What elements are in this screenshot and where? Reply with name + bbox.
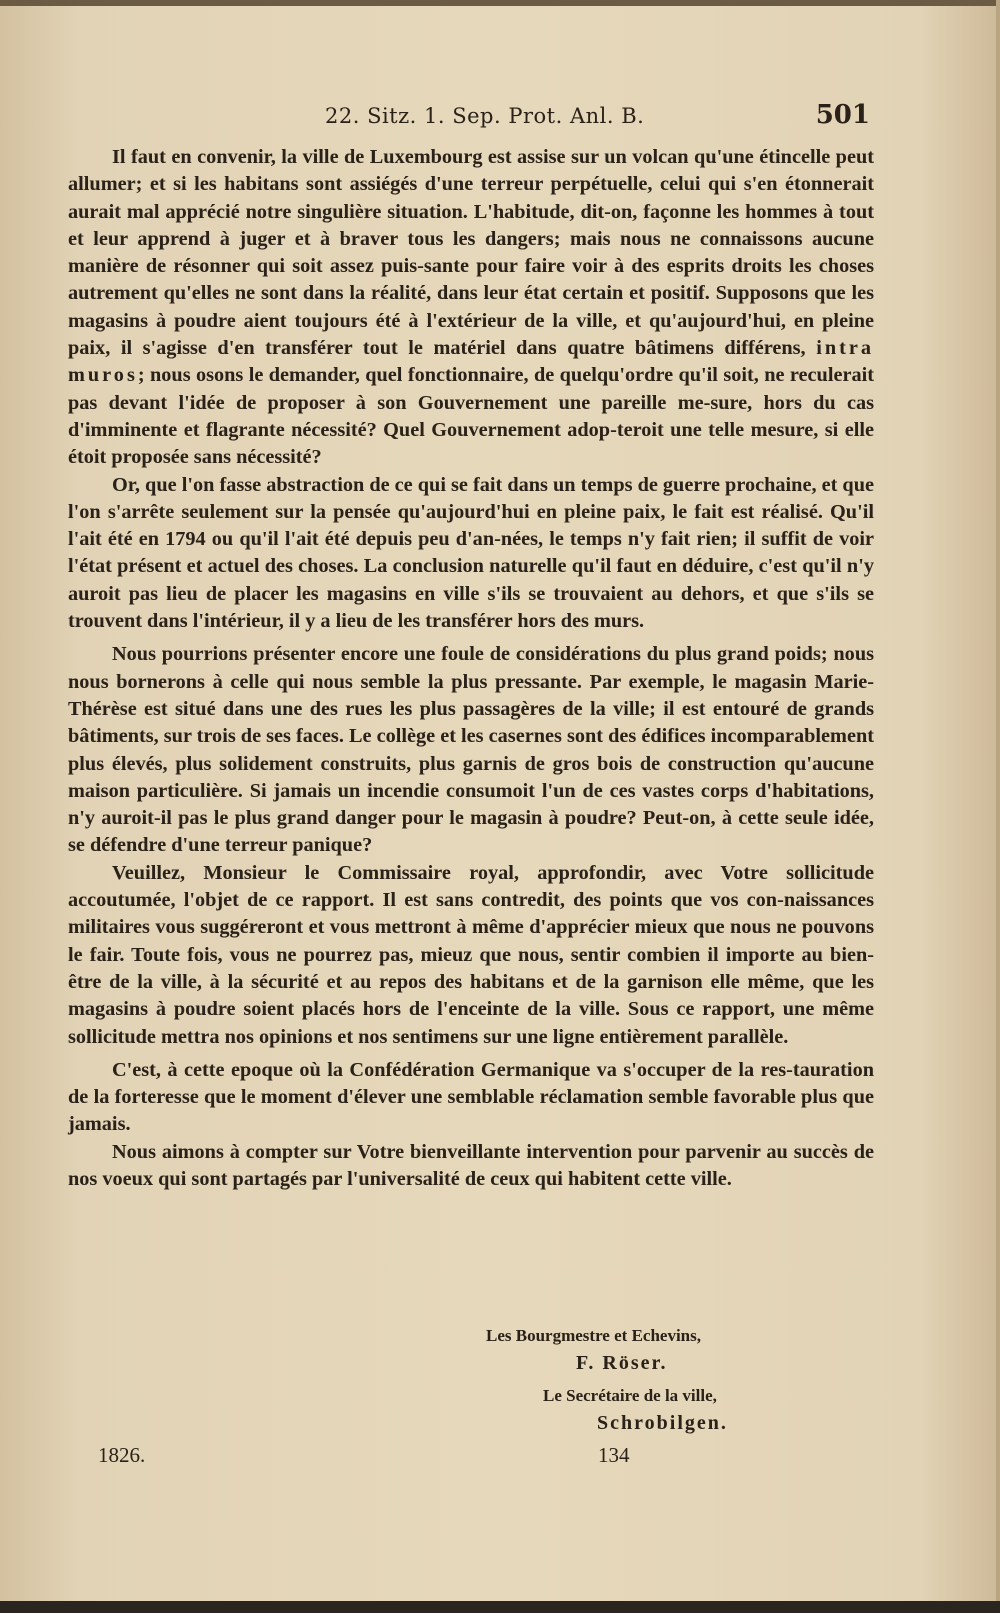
latin-phrase: intra muros [68, 337, 874, 387]
signature-name: Schrobilgen. [597, 1412, 728, 1434]
paragraph: C'est, à cette epoque où la Confédération Germanique va s'occuper de la res-tauration de la forteresse que le moment d'élever une semblable réclamation semble favorable plus que jamais. [68, 1058, 874, 1136]
paragraph: Nous pourrions présenter encore une foule de considérations du plus grand poids; nous nous bornerons à celle qui nous semble la plus pressante. Par exemple, le magasin Marie-Thérèse est situé dans une des rues les plus passagères de la ville; il est entouré de grands bâtiments, sur trois de ses faces. Le collège et les casernes sont des édifices incomparablement plus élevés, plus solidement construits, plus garnis de gros bois de construction qu'aucune maison particulière. Si jamais un incendie consumoit l'un de ces vastes corps d'habitations, n'y auroit-il pas le plus grand danger pour le magasin à poudre? Peut-on, à cette seule idée, se défendre d'une terreur panique? [68, 643, 874, 857]
signature-title: Le Secrétaire de la ville, [543, 1386, 717, 1405]
paragraph [68, 144, 874, 472]
running-head: 22. Sitz. 1. Sep. Prot. Anl. B. [325, 104, 645, 128]
paragraph: Nous aimons à compter sur Votre bienveillante intervention pour parvenir au succès de nos voeux qui sont partagés par l'universalité de ceux qui habitent cette ville. [68, 1140, 874, 1190]
footer-sheet-number: 134 [598, 1443, 630, 1467]
paragraph: Or, que l'on fasse abstraction de ce qui se fait dans un temps de guerre prochaine, et que l'on s'arrête seulement sur la pensée qu'aujourd'hui en pleine paix, le fait est réalisé. Qu'il l'ait été en 1794 ou qu'il l'ait été depuis peu d'an-nées, le temps n'y fait rien; il suffit de voir l'état présent et actuel des choses. La conclusion naturelle qu'il faut en déduire, c'est qu'il n'y auroit pas lieu de placer les magasins en ville s'ils se trouvaient au dehors, et que s'ils se trouvent dans l'intérieur, il y a lieu de les transférer hors des murs. [68, 473, 874, 633]
paragraph: Veuillez, Monsieur le Commissaire royal, approfondir, avec Votre sollicitude accoutumée, l'objet de ce rapport. Il est sans contredit, des points que vos con-naissances militaires vous suggéreront et vous mettront à même d'apprécier mieux que nous ne pouvons le fair. Toute fois, vous ne pourrez pas, mieuz que nous, sentir combien il importe au bien-être de la ville, à la sécurité et au repos des habitans et de la garnison elle même, que les magasins à poudre soient placés hors de l'enceinte de la ville. Sous ce rapport, une même sollicitude mettra nos opinions et nos sentimens sur une ligne entièrement parallèle. [68, 861, 874, 1048]
page-bottom-edge [0, 1601, 1000, 1613]
paragraph-text: Il faut en convenir, la ville de Luxembourg est assise sur un volcan qu'une étincelle peut allumer; et si les habitans sont assiégés d'une terreur perpétuelle, celui qui s'en étonnerait aurait mal apprécié notre singulière situation. L'habitude, dit-on, façonne les hommes à tout et leur apprend à juger et à braver tous les dangers; mais nous ne connaissons aucune manière de résonner qui soit assez puis-sante pour faire voir à des esprits droits les choses autrement qu'elles ne sont dans la réalité, dans leur état certain et positif. Supposons que les magasins à poudre aient toujours été à l'extérieur de la ville, et qu'aujourd'hui, en pleine paix, il s'agisse d'en transférer tout le matériel dans quatre bâtimens différens, [68, 146, 874, 360]
body-text [68, 144, 874, 1193]
page-number: 501 [815, 100, 870, 130]
signature-title: Les Bourgmestre et Echevins, [486, 1326, 701, 1345]
page-right-edge [996, 0, 1000, 1613]
paragraph-text: ; nous osons le demander, quel fonctionnaire, de quelqu'ordre qu'il soit, ne reculerait pas devant l'idée de proposer à son Gouvernement une pareille me-sure, hors du cas d'imminente et flagrante nécessité? Quel Gouvernement adop-teroit une telle mesure, si elle étoit proposée sans nécessité? [68, 364, 874, 469]
footer-year: 1826. [98, 1443, 146, 1467]
page-top-edge [0, 0, 1000, 6]
signature-name: F. Röser. [576, 1352, 668, 1374]
page-header [70, 100, 870, 140]
